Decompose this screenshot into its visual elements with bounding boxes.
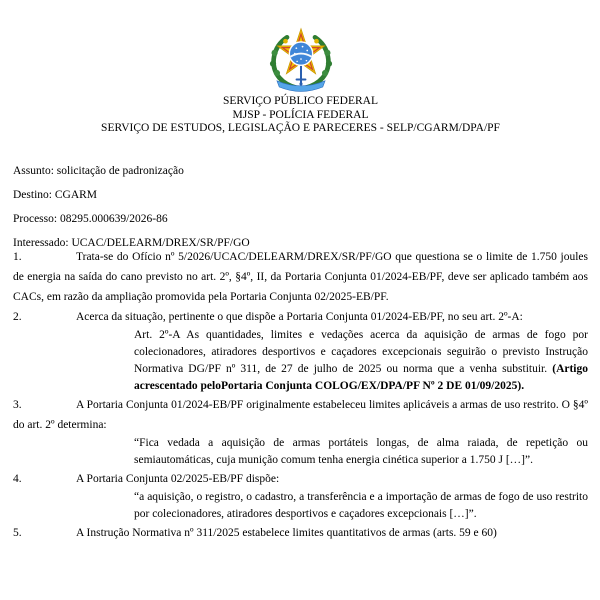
paragraph-5-text: A Instrução Normativa nº 311/2025 estabelece limites quantitativos de armas (arts. 59 e 60): [76, 526, 497, 539]
brazil-coat-of-arms-icon: [262, 21, 340, 94]
meta-interessado-value: UCAC/DELEARM/DREX/SR/PF/GO: [71, 236, 250, 249]
paragraph-3-text: A Portaria Conjunta 01/2024-EB/PF originalmente estabeleceu limites aplicáveis a armas de uso restrito. O §4º do art. 2º determina:: [13, 398, 588, 431]
quote-art-2a-bold-text: (Artigo acrescentado peloPortaria Conjunta COLOG/EX/DPA/PF Nº 2 DE 01/09/2025).: [134, 362, 588, 392]
paragraph-5: [13, 523, 588, 543]
paragraph-4: [13, 469, 588, 489]
meta-processo-label: Processo:: [13, 212, 58, 225]
paragraph-3-number: 3.: [13, 398, 22, 411]
paragraph-4-text: A Portaria Conjunta 02/2025-EB/PF dispõe:: [76, 472, 280, 485]
meta-assunto: [13, 159, 588, 183]
meta-processo: [13, 207, 588, 231]
document-body: [13, 247, 588, 543]
document-metadata: [13, 159, 588, 255]
meta-processo-value: 08295.000639/2026-86: [59, 212, 168, 225]
meta-assunto-value: solicitação de padronização: [56, 164, 184, 177]
quote-portaria-02-2025: [134, 489, 588, 523]
paragraph-2-text: Acerca da situação, pertinente o que dispõe a Portaria Conjunta 01/2024-EB/PF, no seu art. 2º-A:: [76, 310, 523, 323]
header-line-1: SERVIÇO PÚBLICO FEDERAL: [223, 95, 378, 107]
emblem-container: [13, 0, 588, 95]
meta-assunto-label: Assunto:: [13, 164, 54, 177]
paragraph-4-number: 4.: [13, 472, 22, 485]
document-header: [13, 95, 588, 136]
quote-art-2a: [134, 327, 588, 395]
paragraph-2: [13, 307, 588, 327]
paragraph-1: [13, 247, 588, 307]
header-line-3: SERVIÇO DE ESTUDOS, LEGISLAÇÃO E PARECERES - SELP/CGARM/DPA/PF: [101, 122, 500, 134]
quote-par-4-text: “Fica vedada a aquisição de armas portáteis longas, de alma raiada, de repetição ou semiautomáticas, cuja munição comum tenha energia cinética superior a 1.750 J […]”.: [134, 436, 588, 466]
paragraph-1-text: Trata-se do Ofício nº 5/2026/UCAC/DELEARM/DREX/SR/PF/GO que questiona se o limite de 1.750 joules de energia na saída do cano previsto no art. 2º, §4º, II, da Portaria Conjunta 01/2024-EB/PF, deve ser aplicado também aos CACs, em razão da ampliação promovida pela Portaria Conjunta 02/2025-EB/PF.: [13, 250, 588, 303]
paragraph-3: [13, 395, 588, 435]
meta-destino: [13, 183, 588, 207]
meta-interessado-label: Interessado:: [13, 236, 69, 249]
quote-par-4: [134, 435, 588, 469]
quote-art-2a-text: Art. 2º-A As quantidades, limites e vedações acerca da aquisição de armas de fogo por colecionadores, atiradores desportivos e caçadores excepcionais seguirão o previsto Instrução Normativa DG/PF nº 311, de 27 de julho de 2025 ou norma que a venha substituir.: [134, 328, 588, 375]
meta-destino-value: CGARM: [54, 188, 98, 201]
paragraph-1-number: 1.: [13, 250, 22, 263]
meta-destino-label: Destino:: [13, 188, 52, 201]
quote-portaria-02-2025-text: “a aquisição, o registro, o cadastro, a transferência e a importação de armas de fogo de uso restrito por colecionadores, atiradores desportivos e caçadores excepcionais […]”.: [134, 490, 588, 520]
paragraph-5-number: 5.: [13, 526, 22, 539]
header-line-2: MJSP - POLÍCIA FEDERAL: [232, 108, 369, 121]
paragraph-2-number: 2.: [13, 310, 22, 323]
